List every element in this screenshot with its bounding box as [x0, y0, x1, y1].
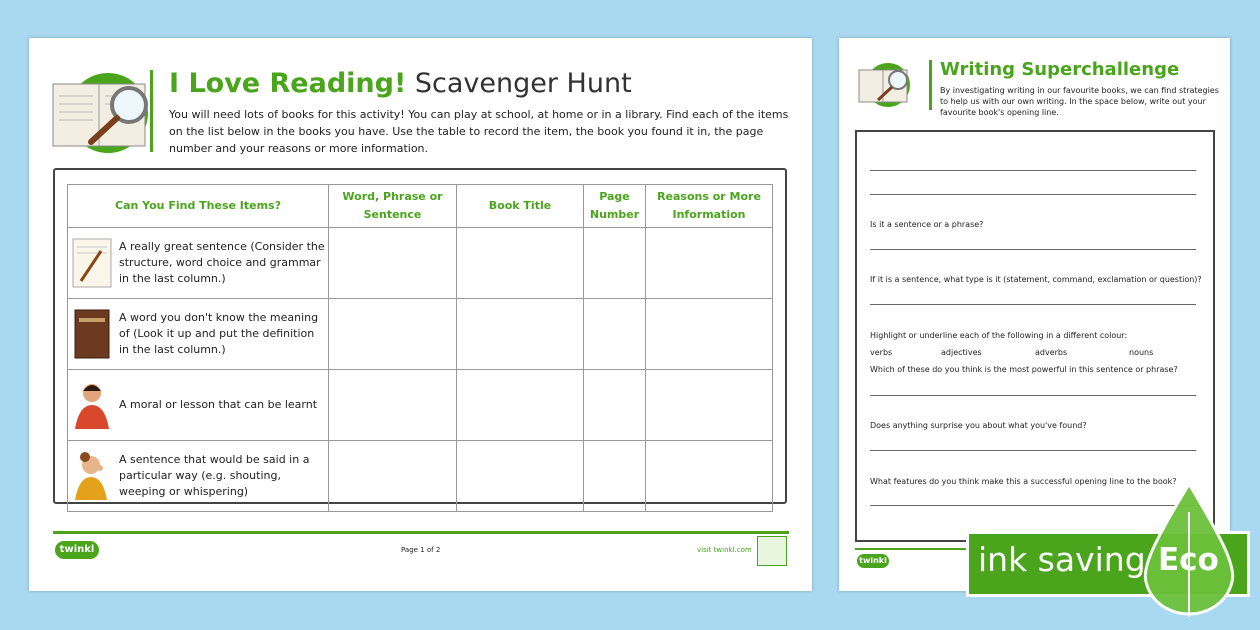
- answer-cell[interactable]: [646, 441, 773, 512]
- table-row: [68, 441, 773, 512]
- worksheet-page-1: [29, 38, 812, 591]
- answer-cell[interactable]: [584, 228, 646, 299]
- question-text: Which of these do you think is the most powerful in this sentence or phrase?: [870, 365, 1178, 374]
- header-page-number: Page Number: [584, 185, 646, 228]
- header-divider: [150, 70, 153, 152]
- twinkl-logo: twinkl: [857, 554, 889, 568]
- open-book-magnifier-icon: [51, 70, 166, 156]
- answer-cell[interactable]: [457, 299, 584, 370]
- answer-line: [870, 304, 1196, 305]
- answer-cell[interactable]: [329, 441, 457, 512]
- answer-cell[interactable]: [584, 370, 646, 441]
- word-class-adjectives: adjectives: [941, 348, 982, 357]
- whispering-woman-icon: [71, 450, 113, 502]
- answer-cell[interactable]: [646, 370, 773, 441]
- table-row: [68, 228, 773, 299]
- header-divider: [929, 60, 932, 110]
- page-number: Page 1 of 2: [401, 546, 441, 554]
- sheet2-title: Writing Superchallenge: [940, 59, 1180, 80]
- ink-saving-label: ink saving: [978, 540, 1146, 579]
- item-text: A really great sentence (Consider the structure, word choice and grammar in the last column.): [119, 240, 325, 285]
- item-text: A word you don't know the meaning of (Look it up and put the definition in the last column.): [119, 311, 319, 356]
- question-text: If it is a sentence, what type is it (statement, command, exclamation or question)?: [870, 275, 1202, 284]
- answer-cell[interactable]: [329, 299, 457, 370]
- header-word: Word, Phrase or Sentence: [329, 185, 457, 228]
- footer-rule: [53, 531, 789, 534]
- word-class-nouns: nouns: [1129, 348, 1154, 357]
- item-text: A moral or lesson that can be learnt: [119, 398, 318, 411]
- question-text: Does anything surprise you about what you've found?: [870, 421, 1087, 430]
- table-row: [68, 370, 773, 441]
- scavenger-table: [67, 184, 773, 512]
- intro-text: You will need lots of books for this activity! You can play at school, at home or in a library. Find each of the items on the list below in the books you have. Use the table to record the item, the book you found it in, the page number and your reasons or more information.: [169, 108, 789, 155]
- answer-line: [870, 249, 1196, 250]
- answer-cell[interactable]: [584, 441, 646, 512]
- header-reasons: Reasons or More Information: [646, 185, 773, 228]
- sheet2-intro: By investigating writing in our favourite books, we can find strategies to help us with our own writing. In the space below, write out your favourite book's opening line.: [940, 86, 1219, 117]
- question-text: What features do you think make this a successful opening line to the book?: [870, 477, 1177, 486]
- answer-cell[interactable]: [457, 370, 584, 441]
- writing-line: [870, 194, 1196, 195]
- question-text: Highlight or underline each of the following in a different colour:: [870, 331, 1128, 340]
- eco-label: Eco: [1158, 542, 1219, 578]
- word-class-verbs: verbs: [870, 348, 893, 357]
- thinking-woman-icon: [71, 379, 113, 431]
- question-text: Is it a sentence or a phrase?: [870, 220, 984, 229]
- table-row: [68, 299, 773, 370]
- dictionary-book-icon: [71, 308, 113, 360]
- word-class-adverbs: adverbs: [1035, 348, 1068, 357]
- item-text: A sentence that would be said in a particular way (e.g. shouting, weeping or whispering): [119, 453, 310, 498]
- answer-cell[interactable]: [457, 441, 584, 512]
- writing-line: [870, 170, 1196, 171]
- header-book-title: Book Title: [457, 185, 584, 228]
- answer-line: [870, 450, 1196, 451]
- twinkl-logo: twinkl: [55, 541, 99, 559]
- answer-cell[interactable]: [584, 299, 646, 370]
- table-header-row: [68, 185, 773, 228]
- answer-cell[interactable]: [646, 228, 773, 299]
- answer-cell[interactable]: [329, 370, 457, 441]
- answer-line: [870, 395, 1196, 396]
- open-book-magnifier-icon: [858, 62, 918, 108]
- answer-cell[interactable]: [646, 299, 773, 370]
- quality-badge-icon: [757, 536, 787, 566]
- writing-paper-pencil-icon: [71, 237, 113, 289]
- answer-cell[interactable]: [457, 228, 584, 299]
- answer-cell[interactable]: [329, 228, 457, 299]
- page-title: I Love Reading! Scavenger Hunt: [169, 68, 632, 99]
- visit-link[interactable]: visit twinkl.com: [697, 546, 752, 554]
- header-items: Can You Find These Items?: [68, 185, 329, 228]
